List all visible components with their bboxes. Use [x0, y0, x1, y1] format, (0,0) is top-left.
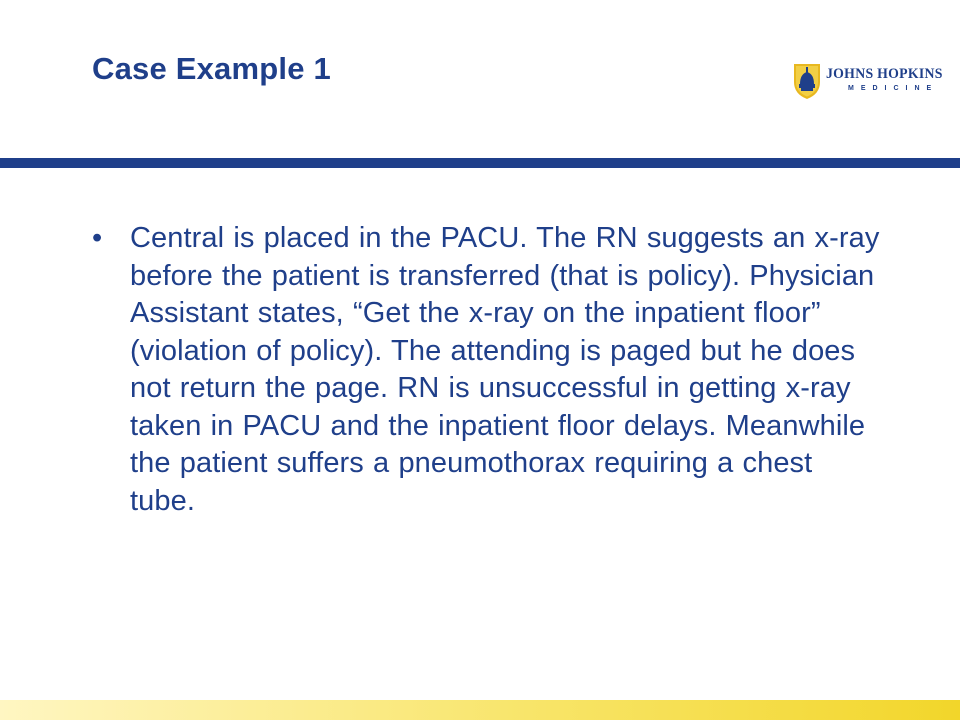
title-divider [0, 158, 960, 168]
johns-hopkins-logo [790, 58, 943, 102]
footer-band [0, 700, 960, 720]
bullet-text: Central is placed in the PACU. The RN suggests an x-ray before the patient is transferred (that is policy). Physician Assistant states, “Get the x-ray on the inpatient floor” (violation of policy). The attending is paged but he does not return the page. RN is unsuccessful in getting x-ray taken in PACU and the inpatient floor delays. Meanwhile the patient suffers a pneumothorax requiring a chest tube. [130, 222, 880, 517]
bullet-marker: • [92, 222, 103, 254]
bullet-list [90, 220, 880, 520]
logo-subword: MEDICINE [848, 85, 939, 92]
dome-crest-icon [790, 60, 824, 100]
slide-title: Case Example 1 [92, 51, 331, 86]
logo-wordmark: JOHNS HOPKINS [826, 66, 943, 82]
bullet-item [90, 220, 880, 520]
